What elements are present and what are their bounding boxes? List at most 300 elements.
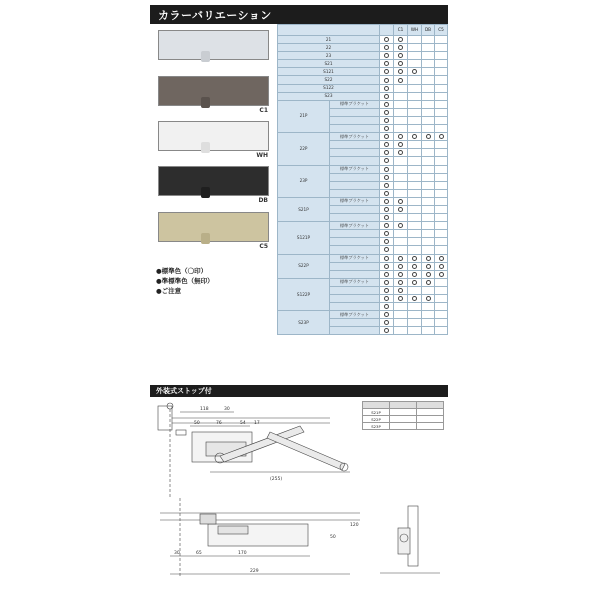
table-cell xyxy=(408,230,422,238)
table-cell xyxy=(422,76,435,84)
model-cell: 23 xyxy=(278,52,380,60)
standard-color-mark-icon xyxy=(398,207,403,212)
model-cell: S23P xyxy=(278,311,330,335)
table-cell xyxy=(435,68,448,76)
table-cell xyxy=(435,311,448,319)
table-cell xyxy=(435,76,448,84)
table-cell xyxy=(380,173,394,181)
bracket-cell xyxy=(330,149,380,157)
color-swatch xyxy=(158,212,269,242)
table-cell xyxy=(435,222,448,230)
table-cell xyxy=(422,60,435,68)
standard-color-mark-icon xyxy=(384,167,389,172)
bracket-cell xyxy=(330,173,380,181)
standard-color-mark-icon xyxy=(384,256,389,261)
color-swatch xyxy=(158,30,269,60)
model-cell: S121P xyxy=(278,222,330,254)
arm-elevation xyxy=(218,526,248,534)
standard-color-mark-icon xyxy=(384,312,389,317)
standard-color-mark-icon xyxy=(412,134,417,139)
model-cell: S121 xyxy=(278,68,380,76)
dimension-label: 30 xyxy=(224,407,230,412)
bracket-cell xyxy=(330,327,380,335)
table-cell xyxy=(380,238,394,246)
table-cell xyxy=(408,246,422,254)
standard-color-mark-icon xyxy=(384,199,389,204)
table-row xyxy=(278,92,448,100)
table-row xyxy=(278,68,448,76)
standard-color-mark-icon xyxy=(384,328,389,333)
note-heading: ●標準色（〇印） xyxy=(156,267,208,275)
standard-color-mark-icon xyxy=(384,207,389,212)
table-cell xyxy=(394,262,408,270)
table-cell xyxy=(408,303,422,311)
table-cell xyxy=(380,157,394,165)
bracket-cell xyxy=(330,205,380,213)
table-cell xyxy=(408,157,422,165)
table-cell xyxy=(435,262,448,270)
model-cell: S122P xyxy=(278,278,330,310)
model-cell: S23 xyxy=(278,92,380,100)
table-cell xyxy=(394,238,408,246)
table-cell xyxy=(380,262,394,270)
section-title: 外装式ストップ付 xyxy=(156,387,212,395)
bracket-cell xyxy=(330,230,380,238)
table-cell xyxy=(435,52,448,60)
model-cell: S22P xyxy=(278,254,330,278)
table-row xyxy=(278,165,448,173)
dimension-label: 120 xyxy=(350,523,359,528)
standard-color-mark-icon xyxy=(426,256,431,261)
standard-color-mark-icon xyxy=(398,296,403,301)
table-cell xyxy=(435,36,448,44)
standard-color-mark-icon xyxy=(439,134,444,139)
table-cell xyxy=(394,319,408,327)
table-cell xyxy=(435,149,448,157)
standard-color-mark-icon xyxy=(439,264,444,269)
table-row xyxy=(278,36,448,44)
standard-color-mark-icon xyxy=(398,223,403,228)
table-cell xyxy=(435,270,448,278)
table-cell xyxy=(422,270,435,278)
table-cell xyxy=(422,189,435,197)
table-cell xyxy=(380,319,394,327)
standard-color-mark-icon xyxy=(398,45,403,50)
table-cell xyxy=(408,286,422,294)
table-cell xyxy=(380,286,394,294)
bracket-cell xyxy=(330,214,380,222)
standard-color-mark-icon xyxy=(398,150,403,155)
bracket-cell: 標準ブラケット xyxy=(330,311,380,319)
bracket-cell xyxy=(330,262,380,270)
table-cell xyxy=(394,295,408,303)
swatch-code: DB xyxy=(258,197,268,204)
table-cell xyxy=(394,92,408,100)
table-cell xyxy=(380,270,394,278)
table-cell xyxy=(422,246,435,254)
table-cell xyxy=(422,205,435,213)
table-cell xyxy=(408,108,422,116)
table-cell xyxy=(380,205,394,213)
table-cell xyxy=(394,157,408,165)
table-cell xyxy=(380,133,394,141)
standard-color-mark-icon xyxy=(384,53,389,58)
standard-color-mark-icon xyxy=(384,272,389,277)
forearm xyxy=(267,432,345,470)
table-cell xyxy=(408,60,422,68)
table-cell xyxy=(435,141,448,149)
table-cell xyxy=(394,270,408,278)
table-cell xyxy=(422,165,435,173)
standard-color-mark-icon xyxy=(426,264,431,269)
table-cell xyxy=(422,230,435,238)
table-cell xyxy=(422,125,435,133)
model-cell: 23P xyxy=(278,165,330,197)
frame-block xyxy=(176,430,186,435)
table-cell xyxy=(394,108,408,116)
side-closer xyxy=(398,528,410,554)
table-cell xyxy=(394,149,408,157)
table-cell xyxy=(380,44,394,52)
dimension-label: 54 xyxy=(240,421,246,426)
standard-color-mark-icon xyxy=(384,102,389,107)
table-cell xyxy=(394,133,408,141)
table-cell xyxy=(380,76,394,84)
table-cell xyxy=(380,84,394,92)
table-cell xyxy=(394,327,408,335)
table-cell xyxy=(394,214,408,222)
table-cell xyxy=(380,295,394,303)
model-cell: S122 xyxy=(278,84,380,92)
color-swatch xyxy=(158,166,269,196)
table-cell xyxy=(380,311,394,319)
standard-color-mark-icon xyxy=(439,272,444,277)
table-cell xyxy=(394,189,408,197)
table-cell xyxy=(394,100,408,108)
table-cell xyxy=(435,278,448,286)
table-cell xyxy=(422,311,435,319)
table-corner-cell xyxy=(278,25,380,36)
table-column-header: WH xyxy=(408,25,422,36)
table-cell xyxy=(408,36,422,44)
table-cell xyxy=(408,173,422,181)
table-cell xyxy=(435,327,448,335)
table-row xyxy=(278,197,448,205)
table-cell xyxy=(435,205,448,213)
table-cell xyxy=(408,254,422,262)
standard-color-mark-icon xyxy=(398,280,403,285)
table-cell xyxy=(408,214,422,222)
standard-color-mark-icon xyxy=(398,37,403,42)
table-cell xyxy=(408,189,422,197)
table-cell xyxy=(394,36,408,44)
table-cell xyxy=(394,68,408,76)
color-swatch xyxy=(158,121,269,151)
standard-color-mark-icon xyxy=(384,280,389,285)
table-column-header: C5 xyxy=(435,25,448,36)
table-cell xyxy=(394,286,408,294)
swatch-code: C1 xyxy=(259,107,268,114)
bracket-cell xyxy=(330,116,380,124)
standard-color-mark-icon xyxy=(412,69,417,74)
table-cell xyxy=(394,311,408,319)
table-cell xyxy=(422,197,435,205)
table-cell xyxy=(408,84,422,92)
note-heading: ●ご注意 xyxy=(156,287,182,295)
standard-color-mark-icon xyxy=(412,296,417,301)
table-row xyxy=(278,84,448,92)
standard-color-mark-icon xyxy=(426,272,431,277)
bracket-cell xyxy=(330,246,380,254)
dimension-label: 118 xyxy=(200,407,209,412)
dimension-label: 17 xyxy=(254,421,260,426)
table-row xyxy=(278,278,448,286)
dimension-label: 30 xyxy=(174,551,180,556)
table-row xyxy=(278,222,448,230)
table-cell xyxy=(422,286,435,294)
table-row xyxy=(278,60,448,68)
table-cell xyxy=(422,92,435,100)
table-cell xyxy=(394,165,408,173)
table-cell xyxy=(408,133,422,141)
standard-color-mark-icon xyxy=(412,264,417,269)
table-cell xyxy=(380,222,394,230)
swatch-label xyxy=(158,197,268,204)
table-header-row xyxy=(278,25,448,36)
table-cell xyxy=(435,181,448,189)
table-cell xyxy=(380,108,394,116)
table-column-header xyxy=(380,25,394,36)
table-cell xyxy=(435,197,448,205)
table-cell xyxy=(422,84,435,92)
table-cell xyxy=(408,100,422,108)
standard-color-mark-icon xyxy=(384,126,389,131)
bracket-cell xyxy=(330,286,380,294)
table-cell xyxy=(435,286,448,294)
table-cell xyxy=(408,149,422,157)
table-cell xyxy=(422,68,435,76)
table-row xyxy=(278,76,448,84)
bracket-cell xyxy=(330,157,380,165)
table-cell xyxy=(408,181,422,189)
standard-color-mark-icon xyxy=(384,239,389,244)
model-cell: 21 xyxy=(278,36,380,44)
table-row xyxy=(278,100,448,108)
table-cell xyxy=(422,327,435,335)
closer-valve xyxy=(201,51,210,62)
table-cell xyxy=(435,92,448,100)
bracket-cell xyxy=(330,238,380,246)
table-cell xyxy=(394,44,408,52)
table-cell xyxy=(422,295,435,303)
standard-color-mark-icon xyxy=(384,69,389,74)
table-cell xyxy=(408,319,422,327)
bracket-cell xyxy=(330,108,380,116)
bracket-cell: 標準ブラケット xyxy=(330,100,380,108)
table-cell xyxy=(394,230,408,238)
table-cell xyxy=(394,303,408,311)
table-cell xyxy=(408,125,422,133)
table-cell xyxy=(380,303,394,311)
table-cell xyxy=(408,141,422,149)
table-column-header: DB xyxy=(422,25,435,36)
table-cell xyxy=(435,125,448,133)
table-cell xyxy=(408,92,422,100)
table-row xyxy=(278,52,448,60)
table-cell xyxy=(394,205,408,213)
spec-cell: S22P xyxy=(363,416,390,423)
table-cell xyxy=(435,116,448,124)
bracket-cell xyxy=(330,270,380,278)
standard-color-mark-icon xyxy=(384,191,389,196)
standard-color-mark-icon xyxy=(412,256,417,261)
table-cell xyxy=(380,197,394,205)
standard-color-mark-icon xyxy=(398,256,403,261)
table-cell xyxy=(422,108,435,116)
spec-cell: S23P xyxy=(363,423,390,430)
table-cell xyxy=(422,319,435,327)
table-cell xyxy=(380,189,394,197)
table-cell xyxy=(394,222,408,230)
table-cell xyxy=(380,92,394,100)
table-cell xyxy=(422,262,435,270)
table-cell xyxy=(394,116,408,124)
dimension-label: (255) xyxy=(270,477,283,482)
table-cell xyxy=(422,44,435,52)
standard-color-mark-icon xyxy=(398,272,403,277)
standard-color-mark-icon xyxy=(384,86,389,91)
standard-color-mark-icon xyxy=(384,110,389,115)
standard-color-mark-icon xyxy=(398,264,403,269)
standard-color-mark-icon xyxy=(384,158,389,163)
table-cell xyxy=(394,60,408,68)
table-cell xyxy=(435,319,448,327)
bracket-cell xyxy=(330,303,380,311)
table-cell xyxy=(394,173,408,181)
table-cell xyxy=(408,76,422,84)
table-cell xyxy=(380,60,394,68)
standard-color-mark-icon xyxy=(384,231,389,236)
technical-drawing xyxy=(150,398,450,588)
bracket-cell: 標準ブラケット xyxy=(330,133,380,141)
table-cell xyxy=(408,197,422,205)
standard-color-mark-icon xyxy=(384,304,389,309)
table-cell xyxy=(408,295,422,303)
standard-color-mark-icon xyxy=(398,69,403,74)
table-column-header: C1 xyxy=(394,25,408,36)
table-cell xyxy=(394,52,408,60)
bracket-cell: 標準ブラケット xyxy=(330,197,380,205)
bracket-cell: 標準ブラケット xyxy=(330,278,380,286)
table-cell xyxy=(435,295,448,303)
table-cell xyxy=(394,181,408,189)
table-cell xyxy=(422,36,435,44)
table-cell xyxy=(422,181,435,189)
dimension-label: 65 xyxy=(196,551,202,556)
table-cell xyxy=(435,303,448,311)
dimension-label: 50 xyxy=(330,535,336,540)
spec-cell: S21P xyxy=(363,409,390,416)
standard-color-mark-icon xyxy=(398,53,403,58)
table-cell xyxy=(408,44,422,52)
swatch-label xyxy=(158,107,268,114)
standard-color-mark-icon xyxy=(398,142,403,147)
standard-color-mark-icon xyxy=(439,256,444,261)
table-cell xyxy=(435,108,448,116)
table-cell xyxy=(380,278,394,286)
table-row xyxy=(278,311,448,319)
standard-color-mark-icon xyxy=(384,215,389,220)
color-variation-table xyxy=(277,24,447,357)
table-cell xyxy=(422,157,435,165)
standard-color-mark-icon xyxy=(384,264,389,269)
table-cell xyxy=(408,311,422,319)
swatch-label xyxy=(158,152,268,159)
table-cell xyxy=(408,52,422,60)
standard-color-mark-icon xyxy=(384,134,389,139)
model-cell: S21P xyxy=(278,197,330,221)
standard-color-mark-icon xyxy=(384,61,389,66)
table-cell xyxy=(435,254,448,262)
standard-color-mark-icon xyxy=(384,247,389,252)
table-cell xyxy=(422,149,435,157)
table-cell xyxy=(380,165,394,173)
table-cell xyxy=(380,149,394,157)
table-cell xyxy=(408,222,422,230)
table-cell xyxy=(435,44,448,52)
color-variation-header xyxy=(150,5,448,24)
table-cell xyxy=(422,173,435,181)
table-cell xyxy=(422,254,435,262)
table-cell xyxy=(394,246,408,254)
table-cell xyxy=(435,84,448,92)
table-cell xyxy=(422,238,435,246)
dimension-label: 170 xyxy=(238,551,247,556)
table-row xyxy=(278,254,448,262)
section-header xyxy=(150,385,448,397)
swatch-code: WH xyxy=(256,152,268,159)
standard-color-mark-icon xyxy=(384,142,389,147)
table-cell xyxy=(422,100,435,108)
model-cell: S21 xyxy=(278,60,380,68)
standard-color-mark-icon xyxy=(384,150,389,155)
standard-color-mark-icon xyxy=(398,134,403,139)
bracket-cell xyxy=(330,295,380,303)
table-cell xyxy=(380,214,394,222)
table-cell xyxy=(408,116,422,124)
model-cell: 22P xyxy=(278,133,330,165)
bracket-cell: 標準ブラケット xyxy=(330,222,380,230)
table-cell xyxy=(408,68,422,76)
table-row xyxy=(278,44,448,52)
standard-color-mark-icon xyxy=(426,134,431,139)
table-cell xyxy=(422,116,435,124)
table-cell xyxy=(408,205,422,213)
table-cell xyxy=(422,133,435,141)
bracket-elevation xyxy=(200,514,216,524)
table-cell xyxy=(380,141,394,149)
standard-color-mark-icon xyxy=(384,175,389,180)
standard-color-mark-icon xyxy=(412,272,417,277)
table-cell xyxy=(380,52,394,60)
bracket-cell xyxy=(330,125,380,133)
dimension-label: 229 xyxy=(250,569,259,574)
bracket-cell xyxy=(330,319,380,327)
standard-color-mark-icon xyxy=(384,296,389,301)
table-cell xyxy=(380,100,394,108)
standard-color-mark-icon xyxy=(426,296,431,301)
table-cell xyxy=(380,230,394,238)
